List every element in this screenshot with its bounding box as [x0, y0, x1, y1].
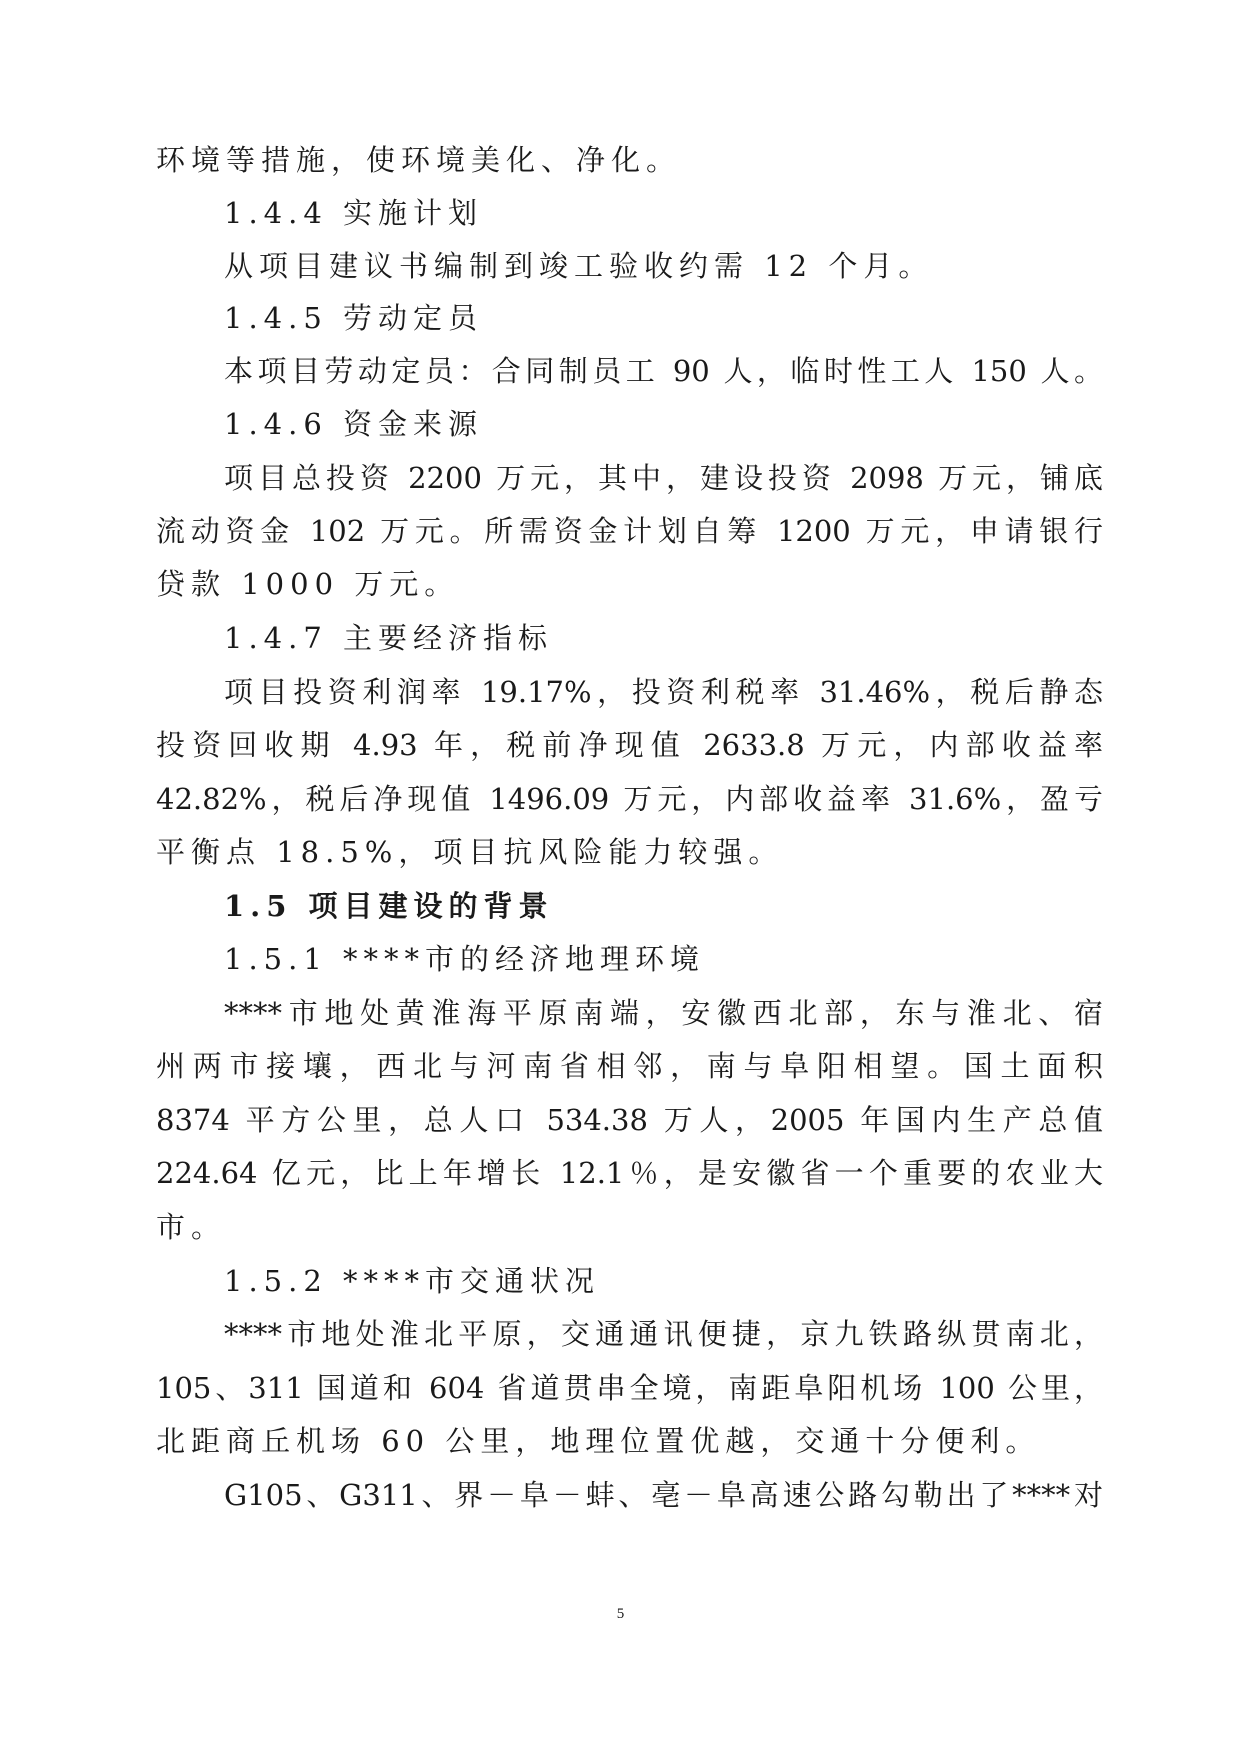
paragraph-line: 105、311 国道和 604 省道贯串全境，南距阜阳机场 100 公里，	[156, 1371, 1103, 1405]
section-heading: 1.4.7 主要经济指标	[224, 621, 554, 655]
paragraph-line: 项目总投资 2200 万元，其中，建设投资 2098 万元，铺底	[224, 461, 1103, 495]
paragraph-line: 42.82%，税后净现值 1496.09 万元，内部收益率 31.6%，盈亏	[156, 782, 1103, 816]
paragraph-line: 项目投资利润率 19.17%，投资利税率 31.46%，税后静态	[224, 675, 1103, 709]
section-heading: 1.5.1 ****市的经济地理环境	[224, 942, 706, 976]
paragraph-line: 环境等措施，使环境美化、净化。	[156, 143, 682, 177]
paragraph-line: G105、G311、界－阜－蚌、亳－阜高速公路勾勒出了****对	[224, 1478, 1103, 1512]
paragraph-line: 平衡点 18.5%，项目抗风险能力较强。	[156, 835, 784, 869]
paragraph-line: 本项目劳动定员：合同制员工 90 人，临时性工人 150 人。	[224, 354, 1103, 388]
paragraph-line: ****市地处黄淮海平原南端，安徽西北部，东与淮北、宿	[224, 996, 1103, 1030]
page-number: 5	[616, 1606, 625, 1622]
section-heading: 1.4.5 劳动定员	[224, 301, 484, 335]
section-heading: 1.4.4 实施计划	[224, 196, 484, 230]
paragraph-line: 贷款 1000 万元。	[156, 567, 460, 601]
paragraph-line: 北距商丘机场 60 公里，地理位置优越，交通十分便利。	[156, 1424, 1041, 1458]
section-heading: 1.5.2 ****市交通状况	[224, 1264, 601, 1298]
paragraph-line: 224.64 亿元，比上年增长 12.1％，是安徽省一个重要的农业大	[156, 1156, 1103, 1190]
paragraph-line: ****市地处淮北平原，交通通讯便捷，京九铁路纵贯南北，	[224, 1317, 1103, 1351]
paragraph-line: 8374 平方公里，总人口 534.38 万人，2005 年国内生产总值	[156, 1103, 1103, 1137]
section-heading: 1.4.6 资金来源	[224, 407, 484, 441]
paragraph-line: 从项目建议书编制到竣工验收约需 12 个月。	[224, 249, 934, 283]
chapter-heading: 1.5 项目建设的背景	[224, 889, 554, 923]
paragraph-line: 投资回收期 4.93 年，税前净现值 2633.8 万元，内部收益率	[156, 728, 1103, 762]
paragraph-line: 州两市接壤，西北与河南省相邻，南与阜阳相望。国土面积	[156, 1049, 1103, 1083]
paragraph-line: 市。	[156, 1210, 227, 1244]
paragraph-line: 流动资金 102 万元。所需资金计划自筹 1200 万元，申请银行	[156, 514, 1103, 548]
